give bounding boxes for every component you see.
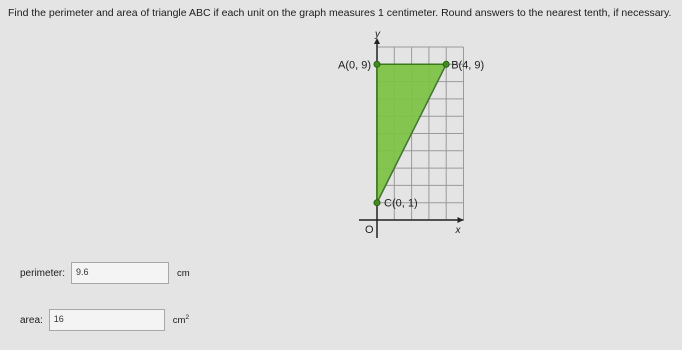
area-row <box>20 309 189 331</box>
perimeter-unit: cm <box>177 267 190 279</box>
y-axis-label: y <box>375 29 380 40</box>
area-unit-text: cm <box>172 315 186 327</box>
problem-statement: Find the perimeter and area of triangle ABC if each unit on the graph measures 1 centimeter. Round answers to the nearest tenth, if necessary. <box>8 7 672 19</box>
area-unit-exponent: 2 <box>185 313 190 321</box>
x-axis-arrow <box>458 217 464 223</box>
point-label-b: B(4, 9) <box>451 59 485 72</box>
perimeter-input[interactable]: 9.6 <box>71 262 169 284</box>
point-label-c: C(0, 1) <box>384 197 418 210</box>
vertex-b <box>443 61 449 67</box>
area-input[interactable]: 16 <box>49 309 165 331</box>
vertex-a <box>374 61 380 67</box>
perimeter-label: perimeter: <box>20 267 66 279</box>
perimeter-row <box>20 262 190 284</box>
vertex-c <box>374 200 380 206</box>
x-axis-label: x <box>455 225 461 236</box>
origin-label: O <box>365 224 374 236</box>
point-label-a: A(0, 9) <box>338 59 372 72</box>
area-label: area: <box>20 314 43 326</box>
area-unit <box>173 314 189 326</box>
